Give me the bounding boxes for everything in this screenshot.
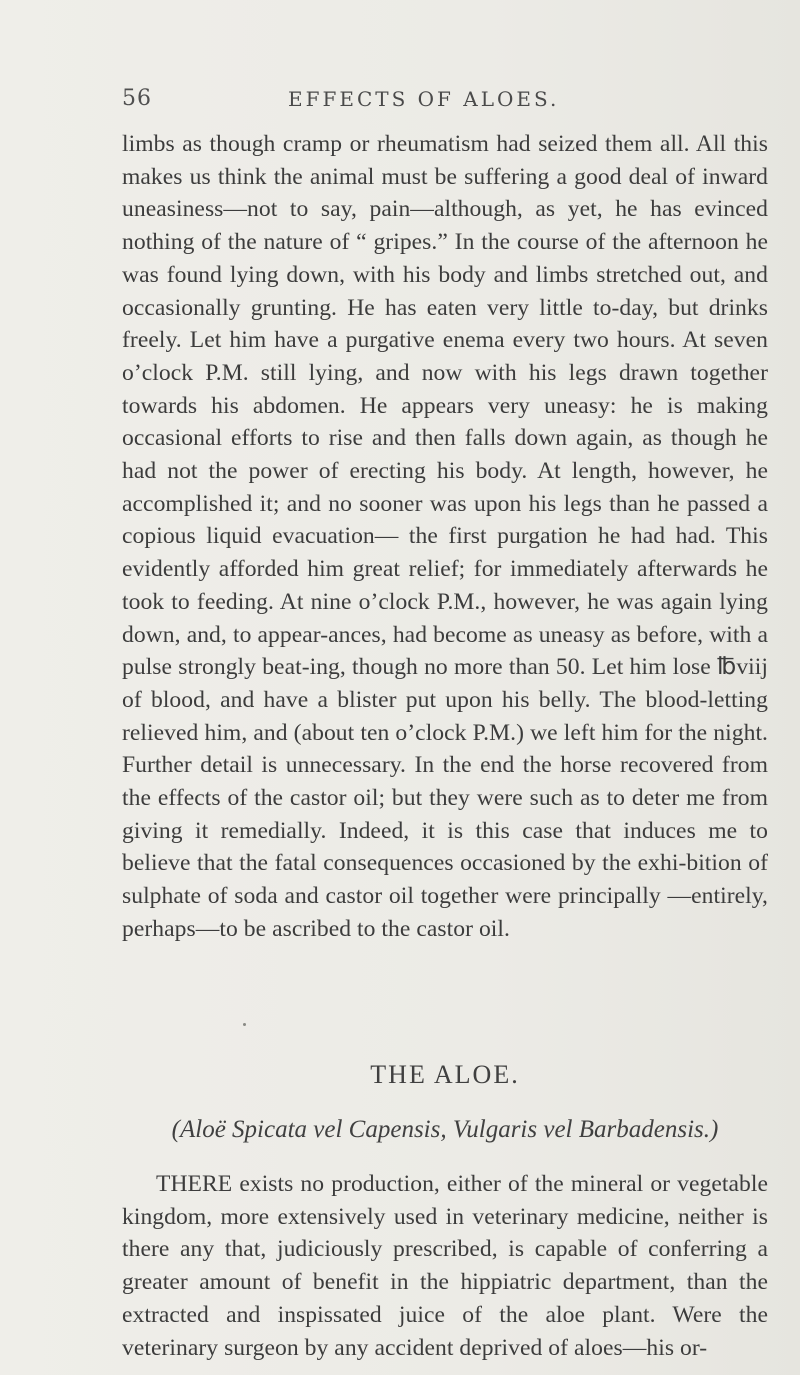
body-paragraph-opening: THERE exists no production, either of the mineral or vegetable kingdom, more extensively used in veterinary medicine, neither is there any that, judiciously prescribed, is capable of conferring a greater amount of benefit in the hippiatric department, than the extracted and inspissated juice of the aloe plant. Were the veterinary surgeon by any accident deprived of aloes—his or- (122, 1171, 768, 1361)
running-title: EFFECTS OF ALOES. (288, 87, 560, 111)
section-subtitle: (Aloë Spicata vel Capensis, Vulgaris vel Barbadensis.) (171, 1116, 719, 1143)
running-head (122, 86, 742, 120)
printer-speck (243, 1023, 246, 1026)
body-paragraph-continued: limbs as though cramp or rheumatism had seized them all. All this makes us think the animal must be suffering a good deal of inward uneasiness—not to say, pain—although, as yet, he has evinced nothing of the nature of “ gripes.” In the course of the afternoon he was found lying down, with his body and limbs stretched out, and occasionally grunting. He has eaten very little to-day, but drinks freely. Let him have a purgative enema every two hours. At seven o’clock P.M. still lying, and now with his legs drawn together towards his abdomen. He appears very uneasy: he is making occasional efforts to rise and then falls down again, as though he had not the power of erecting his body. At length, however, he accomplished it; and no sooner was upon his legs than he passed a copious liquid evacuation— the first purgation he had had. This evidently afforded him great relief; for immediately afterwards he took to feeding. At nine o’clock P.M., however, he was again lying down, and, to appear-ances, had become as uneasy as before, with a pulse strongly beat-ing, though no more than 50. Let him lose ℔viij of blood, and have a blister put upon his belly. The blood-letting relieved him, and (about ten o’clock P.M.) we left him for the night. Further detail is unnecessary. In the end the horse recovered from the effects of the castor oil; but they were such as to deter me from giving it remedially. Indeed, it is this case that induces me to believe that the fatal consequences occasioned by the exhi-bition of sulphate of soda and castor oil together were principally —entirely, perhaps—to be ascribed to the castor oil. (122, 131, 768, 942)
section-heading: THE ALOE. (370, 1060, 520, 1089)
page-number: 56 (122, 86, 152, 111)
